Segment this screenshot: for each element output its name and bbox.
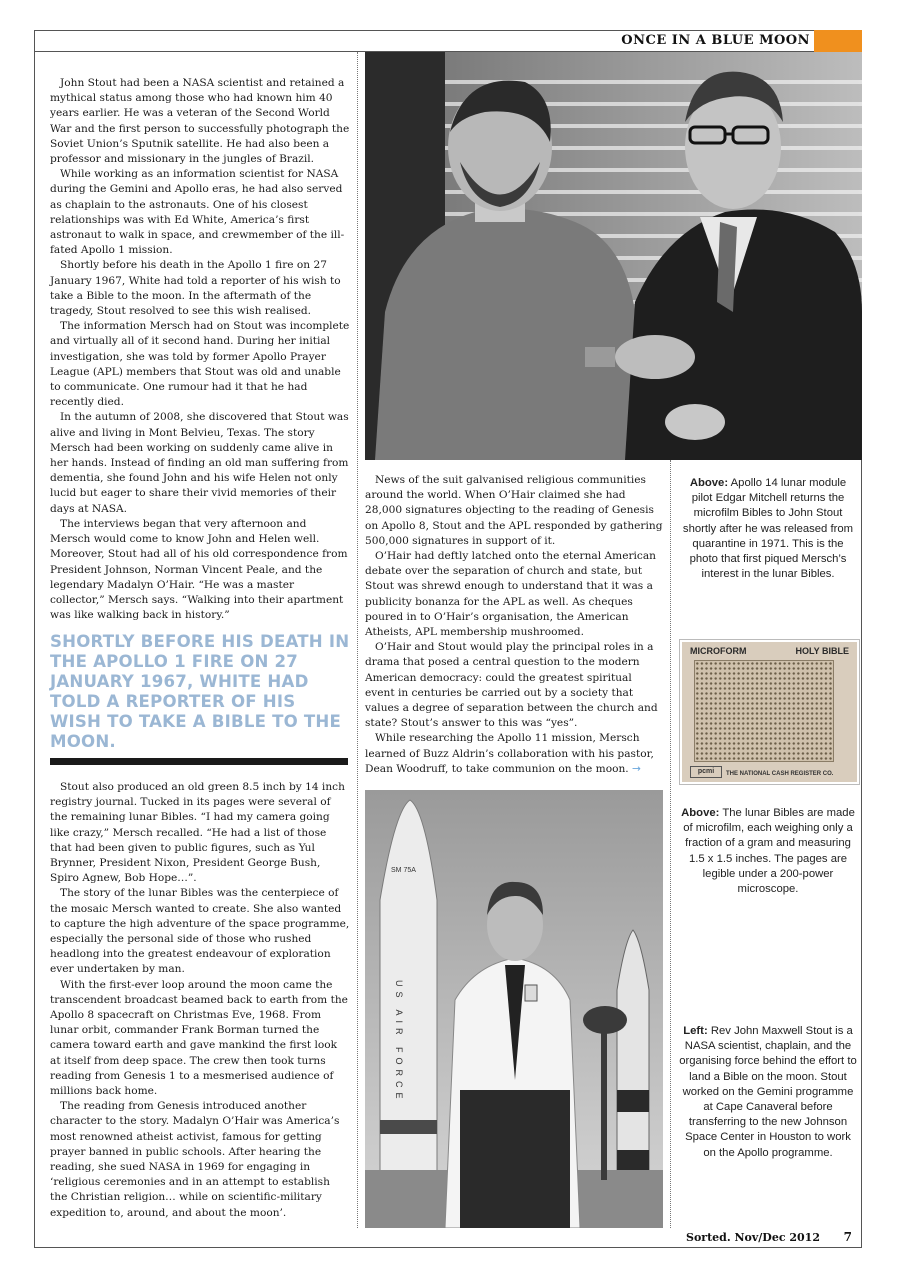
column-divider — [357, 52, 358, 1228]
microfilm-logo: pcmi — [690, 766, 722, 778]
caption-text: The lunar Bibles are made of microfilm, each weighing only a fraction of a gram and measuring 1.5 x 1.5 inches. The pages are legible under a 200-power microscope. — [683, 807, 855, 896]
rocket-number-label: SM 75A — [391, 867, 416, 874]
caption-label: Left: — [683, 1025, 708, 1037]
rocket-vertical-label: US AIR FORCE — [394, 980, 404, 1104]
paragraph: John Stout had been a NASA scientist and retained a mythical status among those who had known him 40 years earlier. He was a veteran of the Second World War and the first person to successfully photograph the Soviet Union’s Sputnik satellite. He had also been a professor and missionary in the jungles of Brazil. — [50, 77, 350, 166]
handshake-photo — [365, 52, 862, 460]
paragraph: The reading from Genesis introduced another character to the story. Madalyn O’Hair was America’s most renowned atheist activist, famous for getting prayer banned in public schools. After hearing the reading, she sued NASA in 1969 for engaging in ‘religious ceremonies and in an attempt to establish the Christian religion… while on scientific-military expedition to, around, and about the moon’. — [50, 1100, 340, 1219]
microfilm-page-grid — [694, 660, 834, 762]
article-column-2 — [365, 473, 663, 777]
page-number: 7 — [843, 1230, 852, 1244]
pull-quote-rule — [50, 758, 348, 765]
handshake-illustration — [365, 52, 862, 460]
paragraph: Shortly before his death in the Apollo 1 fire on 27 January 1967, White had told a reporter of his wish to take a Bible to the moon. In the aftermath of the tragedy, Stout resolved to see this wish realised. — [50, 259, 341, 318]
paragraph: In the autumn of 2008, she discovered that Stout was alive and living in Mont Belvieu, Texas. The story Mersch had been working on suddenly came alive in her hands. Instead of finding an old man suffering from dementia, she found John and his wife Helen not only lucid but eager to share their vivid memories of their days at NASA. — [50, 411, 349, 515]
caption-label: Above: — [689, 477, 729, 489]
continue-arrow-icon: → — [632, 762, 641, 775]
paragraph: O’Hair had deftly latched onto the eternal American debate over the separation of church and state, but Stout was shrewd enough to understand that it was a publicity bonanza for the APL as well. As cheques poured in to O’Hair’s organisation, the American Atheists, APL membership mushroomed. — [365, 550, 656, 639]
microfilm-bible-image — [680, 640, 859, 784]
pull-quote: SHORTLY BEFORE HIS DEATH IN THE APOLLO 1 FIRE ON 27 JANUARY 1967, WHITE HAD TOLD A REPORTER OF HIS WISH TO TAKE A BIBLE TO THE MOON. — [50, 632, 350, 751]
microfilm-right-label: HOLY BIBLE — [795, 646, 849, 656]
article-column-1 — [50, 76, 350, 623]
paragraph-text: While researching the Apollo 11 mission, Mersch learned of Buzz Aldrin’s collaboration with his pastor, Dean Woodruff, to take communion on the moon. — [365, 732, 654, 775]
paragraph: Stout also produced an old green 8.5 inch by 14 inch registry journal. Tucked in its pages were several of the remaining lunar Bibles. “I had my camera going like crazy,” Mersch recalled. “He had a list of those that had been given to public figures, such as Yul Brynner, President Nixon, President George Bush, Spiro Agnew, Bob Hope…”. — [50, 781, 345, 885]
caption-column-divider — [670, 460, 671, 1228]
paragraph: The story of the lunar Bibles was the centerpiece of the mosaic Mersch wanted to create. She also wanted to capture the high adventure of the space programme, especially the personal side of those who rushed headlong into the greatest endeavour of exploration ever undertaken by man. — [50, 887, 350, 976]
microfilm-footer-text: THE NATIONAL CASH REGISTER CO. — [726, 771, 834, 777]
caption-microfilm — [678, 806, 858, 897]
caption-handshake — [678, 476, 858, 582]
microfilm-header — [690, 646, 849, 656]
microfilm-left-label: MICROFORM — [690, 646, 747, 656]
paragraph: With the first-ever loop around the moon came the transcendent broadcast beamed back to earth from the Apollo 8 spacecraft on Christmas Eve, 1968. From lunar orbit, commander Frank Borman turned the camera toward earth and gave mankind the first look at itself from deep space. The crew then took turns reading from Genesis 1 to a mesmerised audience of millions back home. — [50, 978, 348, 1098]
paragraph: While working as an information scientist for NASA during the Gemini and Apollo eras, he had also served as chaplain to the astronauts. One of his closest relationships was with Ed White, America’s first astronaut to walk in space, and crewmember of the ill-fated Apollo 1 mission. — [50, 168, 345, 257]
article-column-1-lower — [50, 780, 350, 1221]
paragraph: News of the suit galvanised religious communities around the world. When O’Hair claimed she had 28,000 signatures objecting to the reading of Genesis on Apollo 8, Stout and the APL responded by gathering 500,000 signatures in support of it. — [365, 474, 663, 547]
paragraph: O’Hair and Stout would play the principal roles in a drama that posed a central question to the modern American democracy: could the greatest spiritual event in centuries be carried out by a society that values a degree of separation between the church and state? Stout’s answer to this was “yes”. — [365, 641, 658, 730]
page-footer — [34, 1228, 862, 1248]
rocket-photo — [365, 790, 663, 1228]
caption-stout — [678, 1024, 858, 1161]
caption-text: Apollo 14 lunar module pilot Edgar Mitchell returns the microfilm Bibles to John Stout shortly after he was released from quarantine in 1971. This is the photo that first piqued Mersch’s interest in the lunar Bibles. — [682, 477, 854, 581]
paragraph: The interviews began that very afternoon and Mersch would come to know John and Helen well. Moreover, Stout had all of his old correspondence from President Johnson, Norman Vincent Peale, and the legendary Madalyn O’Hair. “He was a master collector,” Mersch says. “Walking into their apartment was like walking back in history.” — [50, 517, 348, 622]
header-accent-block — [814, 30, 862, 52]
rocket-illustration — [365, 790, 663, 1228]
paragraph — [365, 731, 663, 777]
section-header — [34, 30, 862, 52]
caption-label: Above: — [681, 807, 720, 819]
section-title: ONCE IN A BLUE MOON — [621, 33, 810, 48]
caption-text: Rev John Maxwell Stout is a NASA scientist, chaplain, and the organising force behind the effort to land a Bible on the moon. Stout worked on the Gemini programme at Cape Canaveral before transferring to the new Johnson Space Center in Houston to work on the Apollo programme. — [679, 1025, 857, 1159]
magazine-issue: Sorted. Nov/Dec 2012 — [686, 1231, 820, 1244]
paragraph: The information Mersch had on Stout was incomplete and virtually all of it second hand. During her initial investigation, she was told by former Apollo Prayer League (APL) members that Stout was old and unable to communicate. One rumour had it that he had recently died. — [50, 320, 350, 409]
